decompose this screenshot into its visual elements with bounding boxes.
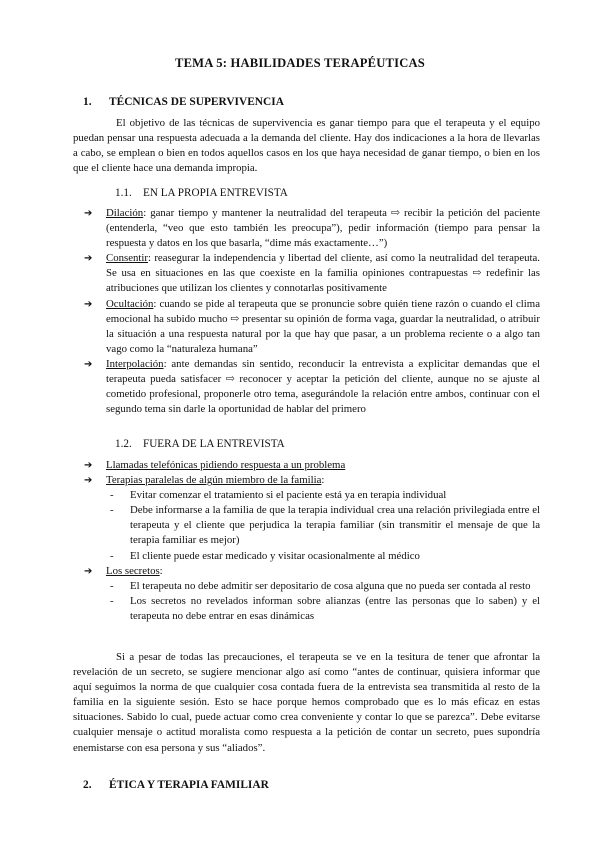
terapias-colon: :: [321, 474, 325, 487]
sublist-item: [106, 488, 540, 503]
term-terapias: Terapias paralelas de algún miembro de la familia: [106, 474, 322, 487]
section-1-intro: El objetivo de las técnicas de supervivencia es ganar tiempo para que el terapeuta y el equipo puedan pensar una respuesta adecuada a la demanda del cliente. Hay dos indicaciones a la hora de llevarlas a cabo, se emplean o bien en todos aquellos casos en los que haya necesidad de ganar tiempo, o bien en los que el cliente hace una demanda impropia.: [73, 117, 540, 175]
sublist-item-text: El terapeuta no debe admitir ser depositario de cosa alguna que no pueda ser contada al resto: [130, 579, 531, 592]
subsection-1-2-heading: [115, 437, 285, 452]
sublist-item-text: Debe informarse a la familia de que la terapia individual crea una relación privilegiada entre el terapeuta y el cliente que perjudica la terapia familiar (sin transmitir el mensaje de que la terapia familiar es mejor): [130, 504, 540, 547]
dash-bullet-icon: -: [110, 594, 114, 607]
section-2-title: ÉTICA Y TERAPIA FAMILIAR: [109, 779, 269, 791]
page-title: TEMA 5: HABILIDADES TERAPÉUTICAS: [174, 56, 426, 70]
arrow-bullet-icon: ➔: [84, 358, 93, 370]
arrow-bullet-icon: ➔: [84, 253, 93, 265]
subsection-1-1-heading: [115, 186, 288, 201]
sublist-item-text: Los secretos no revelados informan sobre alianzas (entre las personas que lo saben) y el terapeuta no debe entrar en esas dinámicas: [130, 594, 540, 622]
list-item-llamadas: [72, 458, 540, 473]
subsection-1-1-title: EN LA PROPIA ENTREVISTA: [143, 187, 288, 199]
section-1-title: TÉCNICAS DE SUPERVIVENCIA: [109, 96, 284, 108]
text-dilacion: : ganar tiempo y mantener la neutralidad del terapeuta ⇨ recibir la petición del paciente (entenderla, “veo que esto también les preocupa”), pedir información (tiempo para pensar la respuesta y datos en los que basarla, “dime más exactamente…”): [106, 207, 540, 250]
dash-bullet-icon: -: [110, 549, 114, 562]
secrets-closing-paragraph: Si a pesar de todas las precauciones, el terapeuta se ve en la tesitura de tener que afrontar la revelación de un secreto, se sugiere mencionar algo así como “antes de continuar, quisiera informar que aquí seguimos la norma de que cualquier cosa contada fuera de la entrevista sea transmitida al resto de la familia en la siguiente sesión. Esto se hace porque hemos comprobado que es lo más eficaz en estas situaciones. Sabido lo cual, puede actuar como crea conveniente y contar lo que se parezca”. Debe evitarse cualquier mensaje o actitud moralista como respuesta a la petición de contar un secreto, pues supondría enemistarse con esa persona y sus “aliados”.: [73, 651, 540, 754]
term-ocultacion: Ocultación: [106, 297, 154, 310]
sublist-item: [106, 594, 540, 624]
text-interpolacion: : ante demandas sin sentido, reconducir la entrevista a explicitar demandas que el terapeuta pueda satisfacer ⇨ reconocer y aceptar la petición del cliente, aunque no se ajuste al cometido profesional, proponerle otro tema, asegurándole la relación entre ambos, continuar con el segundo tema sin darle la oportunidad de hablar del primero: [106, 357, 540, 416]
list-item-ocultacion: [72, 297, 540, 357]
sublist-item: [106, 579, 540, 594]
list-item-interpolacion: [72, 357, 540, 417]
list-item-dilacion: [72, 206, 540, 251]
section-2-number: 2.: [83, 779, 92, 791]
arrow-bullet-icon: ➔: [84, 208, 93, 219]
secretos-colon: :: [159, 564, 163, 577]
term-llamadas: Llamadas telefónicas pidiendo respuesta a un problema: [106, 459, 346, 471]
dash-bullet-icon: -: [110, 489, 114, 502]
secretos-sublist: [106, 579, 540, 624]
arrow-bullet-icon: ➔: [84, 475, 93, 487]
sublist-item: [106, 549, 540, 564]
list-item-secretos: [72, 564, 540, 624]
sublist-item: [106, 503, 540, 548]
section-2-heading: [83, 778, 269, 793]
arrow-bullet-icon: ➔: [84, 565, 93, 577]
term-consentir: Consentir: [106, 252, 148, 265]
dash-bullet-icon: -: [110, 504, 114, 517]
section-1-number: 1.: [83, 96, 92, 108]
text-ocultacion: : cuando se pide al terapeuta que se pronuncie sobre quién tiene razón o cuando el clima emocional ha subido mucho ⇨ presentar su opinión de forma vaga, guardar la neutralidad, o atribuir la situación a una respuesta natural por la que hay que pasar, a un problema reciente o a algo tan vago como la “naturaleza humana”: [106, 297, 540, 355]
arrow-bullet-icon: ➔: [84, 460, 93, 471]
subsection-1-2-number: 1.2.: [115, 438, 132, 450]
subsection-1-2-title: FUERA DE LA ENTREVISTA: [143, 438, 285, 450]
techniques-list: [72, 206, 540, 417]
outside-list: [72, 458, 540, 624]
term-dilacion: Dilación: [106, 207, 144, 219]
sublist-item-text: El cliente puede estar medicado y visitar ocasionalmente al médico: [130, 549, 420, 562]
subsection-1-1-number: 1.1.: [115, 187, 132, 199]
list-item-consentir: [72, 251, 540, 296]
section-1-heading: [83, 95, 284, 110]
list-item-terapias: [72, 473, 540, 564]
term-interpolacion: Interpolación: [106, 357, 164, 370]
sublist-item-text: Evitar comenzar el tratamiento si el paciente está ya en terapia individual: [130, 489, 447, 502]
term-secretos: Los secretos: [106, 564, 160, 577]
dash-bullet-icon: -: [110, 579, 114, 592]
arrow-bullet-icon: ➔: [84, 298, 93, 310]
terapias-sublist: [106, 488, 540, 563]
text-consentir: : reasegurar la independencia y libertad del cliente, así como la neutralidad del terapeuta. Se usa en situaciones en las que coexiste en la familia opiniones contrapuestas ⇨ redefinir las atribuciones que utilizan los clientes y connotarlas positivamente: [106, 252, 540, 295]
